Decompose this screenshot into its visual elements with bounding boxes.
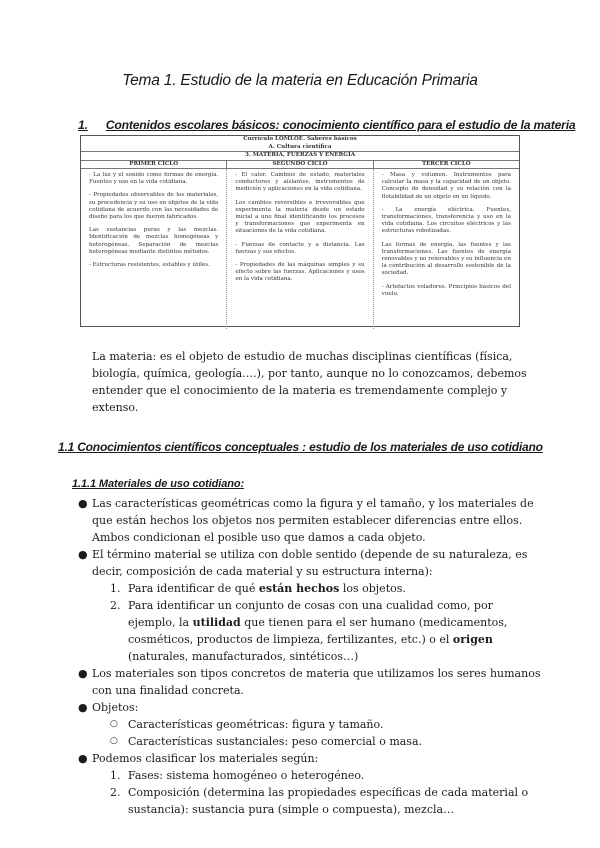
sub-item-number: 2. [110,786,121,799]
list-item-text: Objetos: [92,701,139,714]
sub-item-text: Para identificar un conjunto de cosas con una cualidad como, por ejemplo, la [128,599,493,629]
bold-term: están hechos [258,582,340,595]
sub-list-item [92,733,542,750]
cell-paragraph: - La energía eléctrica. Fuentes, transformaciones, transferencia y uso en la vida cotidiana. Los circuitos eléctricos y las estructuras robotizadas. [381,206,511,235]
sub-item-text: que tienen para el ser humano (medicamentos, cosméticos, productos de limpieza, fertilizantes, etc.) o el [128,616,508,646]
curriculum-table [80,135,520,327]
sub-list-item [92,767,542,784]
cell-paragraph: - Propiedades de las máquinas simples y su efecto sobre las fuerzas. Aplicaciones y usos en la vida cotidiana. [235,262,365,283]
section-1-heading [78,118,575,132]
cell-paragraph: - Masa y volumen. Instrumentos para calcular la masa y la capacidad de un objeto. Concepto de densidad y su relación con la flotabilidad de un objeto en un líquido. [381,172,511,200]
intro-paragraph: La materia: es el objeto de estudio de muchas disciplinas científicas (física, biología, química, geología….), por tanto, aunque no lo conozcamos, debemos entender que el conocimiento de la materia es tremendamente complejo y extenso. [92,350,527,414]
section-1-1-heading: 1.1 Conocimientos científicos conceptuales : estudio de los materiales de uso cotidiano [58,440,543,454]
bullet-icon: ● [78,497,88,510]
sub-list-item [92,580,542,597]
bullet-icon: ● [78,752,88,765]
sub-item-text: Fases: sistema homogéneo o heterogéneo. [128,769,365,782]
list-item [78,495,542,546]
section-1-1-1-heading: 1.1.1 Materiales de uso cotidiano: [72,478,245,490]
sub-item-text: (naturales, manufacturados, sintéticos…) [128,650,359,663]
list-item [78,699,542,716]
sub-item-text: Características geométricas: figura y tamaño. [128,718,384,731]
table-header-block: 3. MATERIA, FUERZAS Y ENERGÍA [81,152,519,161]
cell-paragraph: - Fuerzas de contacto y a distancia. Las fuerzas y sus efectos. [235,241,365,255]
list-item [78,546,542,580]
cell-paragraph: - Artefactos voladores. Principios básicos del vuelo. [381,283,511,297]
sub-item-number: 1. [110,769,121,782]
sub-item-text: los objetos. [339,582,406,595]
list-item-text: El término material se utiliza con doble sentido (depende de su naturaleza, es decir, composición de cada material y su estructura interna): [92,548,528,578]
sub-item-text: Para identificar de qué [128,582,259,595]
cell-paragraph: - La luz y el sonido como formas de energía. Fuentes y uso en la vida cotidiana. [89,172,219,186]
column-header-third: TERCER CICLO [373,161,519,169]
bullet-icon: ● [78,667,88,680]
table-cell-third-cycle [373,169,519,329]
list-item-text: Las características geométricas como la figura y el tamaño, y los materiales de que están hechos los objetos nos permiten establecer diferencias entre ellos. Ambos condicionan el posible uso que damos a cada objeto. [92,497,534,544]
section-1-number: 1. [78,118,88,132]
cell-paragraph: Las sustancias puras y las mezclas. Identificación de mezclas homogéneas y heterogéneas. Separación de mezclas heterogéneas mediante distintos métodos. [89,227,219,255]
table-cell-second-cycle [226,169,372,329]
column-header-first: PRIMER CICLO [129,160,179,167]
table-cell-first-cycle [81,169,226,329]
sub-list-item [92,597,542,665]
table-column-headers [81,161,519,170]
cell-paragraph: Las formas de energía, las fuentes y las transformaciones. Las fuentes de energía renovables y no renovables y su influencia en la contribución al desarrollo sostenible de la sociedad. [381,241,511,277]
column-header-second: SEGUNDO CICLO [226,161,372,169]
cell-paragraph: Los cambios reversibles e irreversibles que experimenta la materia desde un estado inicial a uno final identificando los procesos y transformaciones que experimenta en situaciones de la vida cotidiana. [235,199,365,235]
sub-list-item [92,716,542,733]
table-header-culture: A. Cultura científica [81,144,519,153]
bold-term: origen [452,633,493,646]
bold-term: utilidad [192,616,241,629]
sub-item-text: Composición (determina las propiedades específicas de cada material o sustancia): sustancia pura (simple o compuesta), mezcla… [128,786,529,816]
table-header-curriculum: Currículo LOMLOE. Saberes básicos [243,136,357,142]
list-item [78,665,542,699]
section-1-title: Contenidos escolares básicos: conocimiento científico para el estudio de la materia [105,118,576,132]
list-item-text: Los materiales son tipos concretos de materia que utilizamos los seres humanos con una finalidad concreta. [92,667,541,697]
sub-list-item [92,784,542,818]
sub-item-text: Características sustanciales: peso comercial o masa. [128,735,423,748]
bullet-icon: ● [78,701,88,714]
circle-bullet-icon: ○ [110,719,118,729]
sub-item-number: 1. [110,582,121,595]
sub-item-number: 2. [110,599,121,612]
table-body [81,169,519,329]
circle-bullet-icon: ○ [110,736,118,746]
cell-paragraph: - El calor. Cambios de estado, materiales conductores y aislantes, instrumentos de medición y aplicaciones en la vida cotidiana. [235,172,365,193]
cell-paragraph: - Propiedades observables de los materiales, su procedencia y su uso en objetos de la vida cotidiana de acuerdo con las necesidades de diseño para los que fueron fabricados. [89,192,219,221]
cell-paragraph: - Estructuras resistentes, estables y útiles. [89,262,210,269]
content-list [78,495,542,818]
bullet-icon: ● [78,548,88,561]
list-item [78,750,542,767]
page-title: Tema 1. Estudio de la materia en Educación Primaria [122,72,478,89]
list-item-text: Podemos clasificar los materiales según: [92,752,319,765]
